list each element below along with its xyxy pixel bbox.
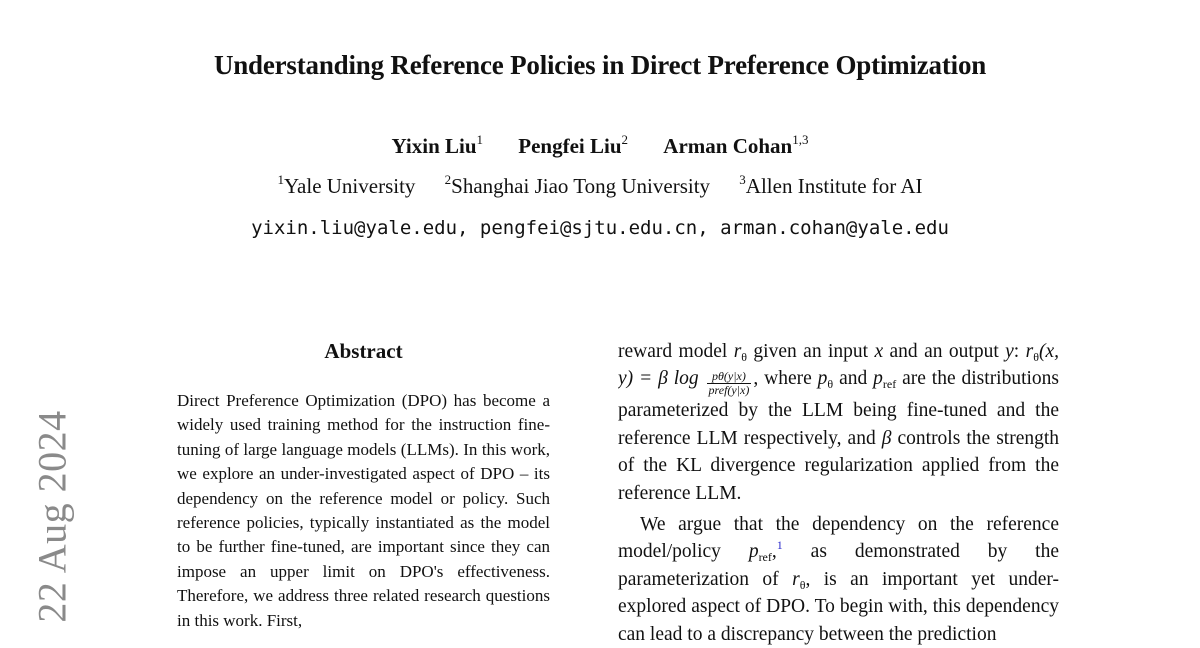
paragraph: We argue that the dependency on the reference model/policy $p_{ref},^1$ as demonstrated by the parameterization of $r_\theta$, is an important yet under-explored aspect of DPO. To begin with, this dependency can lead to a discrepancy between the prediction <box>618 514 1059 645</box>
reward-formula: $r_\theta(x$, y) = β log <box>618 341 1059 390</box>
affiliation-list <box>0 171 1200 201</box>
affiliation: $^2$Shanghai Jiao Tong University <box>444 172 711 198</box>
author: Arman Cohan$^{1,3}$ <box>663 132 809 158</box>
author: Yixin Liu$^1$ <box>391 132 484 158</box>
abstract-heading: Abstract <box>324 339 403 363</box>
author: Pengfei Liu$^2$ <box>518 132 629 158</box>
affiliation: $^1$Yale University <box>277 172 416 198</box>
log-ratio-fraction: $\frac{p\theta(y|x)}{\text{pref(y|x)}}$ <box>708 369 750 398</box>
paper-title: Understanding Reference Policies in Direct Preference Optimization <box>213 50 987 80</box>
affiliation: $^3$Allen Institute for AI <box>739 172 923 198</box>
author-emails: yixin.liu@yale.edu, pengfei@sjtu.edu.cn, arman.cohan@yale.edu <box>251 217 949 239</box>
arxiv-date: 22 Aug 2024 <box>29 409 75 623</box>
author-list <box>0 131 1200 161</box>
body-text-column <box>618 338 1059 648</box>
footnote-link[interactable]: 1 <box>776 538 783 553</box>
abstract-body: Direct Preference Optimization (DPO) has become a widely used training method for the instruction fine-tuning of large language models (LLMs). In this work, we explore an under-investigated aspect of DPO – its dependency on the reference model or policy. Such reference policies, typically instantiated as the model to be further fine-tuned, are important since they can impose an upper limit on DPO's effectiveness. Therefore, we address three related research questions in this work. First, <box>177 391 550 630</box>
arxiv-date-stamp <box>24 405 80 627</box>
paragraph: reward model $r_\theta$ given an input x and an output y: $r_\theta(x$, y) = β log $\frac{p\theta(y|x)}{\text{pref(y|x)}}$ , where $p_\theta$ and $p_{ref}$ are the distributions parameterized by the LLM being fine-tuned and the reference LLM respectively, and β controls the strength of the KL divergence regularization applied from the reference LLM. <box>618 341 1059 504</box>
